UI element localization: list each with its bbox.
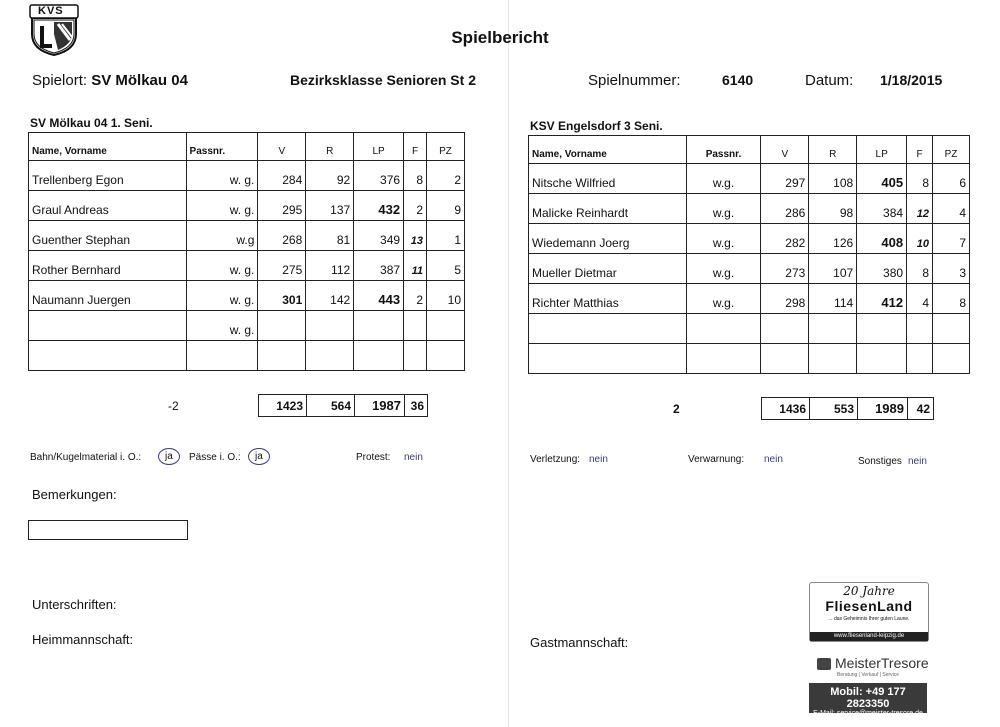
col-r: R (306, 133, 354, 161)
datum-value: 1/18/2015 (880, 72, 943, 88)
league: Bezirksklasse Senioren St 2 (290, 72, 476, 88)
total-lp: 1989 (858, 398, 908, 420)
heimmannschaft-label: Heimmannschaft: (32, 632, 134, 647)
passnr: w.g. (686, 164, 761, 194)
f-value: 8 (907, 254, 933, 284)
f-value (404, 341, 427, 371)
tresor-contact (809, 683, 927, 717)
total-f: 36 (405, 395, 428, 417)
col-name: Name, Vorname (29, 133, 187, 161)
passnr: w. g. (186, 281, 258, 311)
v-value (258, 311, 306, 341)
logo-text: KVS (38, 5, 64, 17)
r-value (306, 341, 354, 371)
total-r: 553 (810, 398, 858, 420)
bahn-label: Bahn/Kugelmaterial i. O.: (30, 452, 142, 463)
total-v: 1436 (762, 398, 810, 420)
verwarnung-value: nein (764, 454, 783, 465)
gastmannschaft-label: Gastmannschaft: (530, 635, 629, 650)
f-value: 10 (907, 224, 933, 254)
fliesen-name: FliesenLand (825, 598, 913, 614)
safe-icon (817, 658, 831, 670)
fliesenland-ad (809, 582, 929, 642)
r-value: 108 (809, 164, 857, 194)
col-f: F (404, 133, 427, 161)
passnr: w.g. (686, 284, 761, 314)
v-value: 301 (258, 281, 306, 311)
player-name: Mueller Dietmar (529, 254, 687, 284)
passnr (186, 341, 258, 371)
f-value: 8 (404, 161, 427, 191)
player-name (29, 311, 187, 341)
f-value (907, 314, 933, 344)
page-title: Spielbericht (451, 28, 549, 47)
fliesen-years: 20 Jahre (843, 584, 895, 598)
lp-value: 432 (354, 191, 404, 221)
spielort-value: SV Mölkau 04 (91, 72, 188, 89)
r-value: 112 (306, 251, 354, 281)
v-value: 282 (761, 224, 809, 254)
home-totals (258, 394, 428, 417)
meistertresore-ad (809, 654, 927, 680)
v-value (258, 341, 306, 371)
lp-value (354, 341, 404, 371)
table-row (529, 254, 970, 284)
tresor-sub: Beratung | Verkauf | Service (837, 672, 900, 678)
passnr: w.g. (686, 224, 761, 254)
f-value: 4 (907, 284, 933, 314)
table-row (529, 194, 970, 224)
sonstiges-label: Sonstiges (858, 456, 902, 467)
v-value: 295 (258, 191, 306, 221)
col-lp: LP (857, 136, 907, 164)
tresor-email: E-Mail: service@meister-tresore.de (813, 710, 923, 717)
passnr: w. g. (186, 161, 258, 191)
bemerkungen-label: Bemerkungen: (32, 487, 117, 502)
table-row (29, 161, 465, 191)
f-value: 8 (907, 164, 933, 194)
bahn-value-text: ja (158, 448, 180, 465)
pz-value (933, 344, 970, 374)
r-value: 137 (306, 191, 354, 221)
sonstiges-value: nein (908, 456, 927, 467)
lp-value: 405 (857, 164, 907, 194)
v-value: 297 (761, 164, 809, 194)
lp-value (857, 314, 907, 344)
player-name: Graul Andreas (29, 191, 187, 221)
pz-value (427, 341, 465, 371)
f-value (404, 311, 427, 341)
table-row (529, 344, 970, 374)
passnr (686, 314, 761, 344)
player-name: Richter Matthias (529, 284, 687, 314)
lp-value: 380 (857, 254, 907, 284)
pz-value: 6 (933, 164, 970, 194)
col-pz: PZ (427, 133, 465, 161)
passnr: w. g. (186, 311, 258, 341)
f-value: 11 (404, 251, 427, 281)
lp-value (354, 311, 404, 341)
pz-value: 3 (933, 254, 970, 284)
player-name: Trellenberg Egon (29, 161, 187, 191)
lp-value: 443 (354, 281, 404, 311)
table-row (529, 314, 970, 344)
spielort (32, 72, 188, 89)
lp-value: 384 (857, 194, 907, 224)
col-pz: PZ (933, 136, 970, 164)
paesse-value-text: ja (248, 448, 270, 465)
guest-table-header (529, 136, 970, 164)
verwarnung-label: Verwarnung: (688, 454, 745, 465)
r-value: 92 (306, 161, 354, 191)
r-value: 126 (809, 224, 857, 254)
v-value (761, 344, 809, 374)
table-row (29, 251, 465, 281)
total-lp: 1987 (355, 395, 405, 417)
lp-value (857, 344, 907, 374)
table-row (529, 284, 970, 314)
passnr: w.g (186, 221, 258, 251)
table-row (29, 311, 465, 341)
col-v: V (761, 136, 809, 164)
spielnummer-label: Spielnummer: (588, 72, 681, 89)
col-passnr: Passnr. (186, 133, 258, 161)
guest-table (528, 135, 970, 374)
r-value (306, 311, 354, 341)
table-row (529, 224, 970, 254)
r-value (809, 344, 857, 374)
player-name: Guenther Stephan (29, 221, 187, 251)
v-value: 275 (258, 251, 306, 281)
total-f: 42 (908, 398, 934, 420)
lp-value: 376 (354, 161, 404, 191)
player-name (529, 344, 687, 374)
spielort-label: Spielort: (32, 72, 88, 89)
lp-value: 408 (857, 224, 907, 254)
protest-value: nein (404, 452, 423, 463)
passnr: w. g. (186, 191, 258, 221)
paesse-value (248, 446, 270, 465)
tresor-name: MeisterTresore (835, 655, 929, 671)
unterschriften-label: Unterschriften: (32, 597, 117, 612)
r-value: 114 (809, 284, 857, 314)
f-value (907, 344, 933, 374)
verletzung-label: Verletzung: (530, 454, 581, 465)
bemerkungen-box (28, 520, 188, 540)
v-value: 268 (258, 221, 306, 251)
r-value: 142 (306, 281, 354, 311)
r-value: 107 (809, 254, 857, 284)
player-name: Nitsche Wilfried (529, 164, 687, 194)
r-value: 81 (306, 221, 354, 251)
passnr: w.g. (686, 194, 761, 224)
guest-diff: 2 (673, 402, 680, 416)
pz-value: 9 (427, 191, 465, 221)
total-r: 564 (307, 395, 355, 417)
col-v: V (258, 133, 306, 161)
v-value: 273 (761, 254, 809, 284)
protest-label: Protest: (356, 452, 391, 463)
home-diff: -2 (168, 399, 179, 413)
pz-value: 7 (933, 224, 970, 254)
pz-value: 4 (933, 194, 970, 224)
player-name: Wiedemann Joerg (529, 224, 687, 254)
col-f: F (907, 136, 933, 164)
col-lp: LP (354, 133, 404, 161)
fliesen-url: www.fliesenland-leipzig.de (810, 632, 928, 641)
guest-totals (761, 397, 934, 420)
bahn-value (158, 446, 180, 465)
pz-value: 8 (933, 284, 970, 314)
home-table-header (29, 133, 465, 161)
guest-team-name: KSV Engelsdorf 3 Seni. (530, 119, 663, 133)
passnr (686, 344, 761, 374)
table-row (29, 341, 465, 371)
home-team-name: SV Mölkau 04 1. Seni. (30, 116, 153, 130)
col-r: R (809, 136, 857, 164)
pz-value: 1 (427, 221, 465, 251)
table-row (29, 221, 465, 251)
home-table (28, 132, 465, 371)
v-value: 298 (761, 284, 809, 314)
table-row (529, 164, 970, 194)
page-fold (508, 0, 509, 727)
lp-value: 387 (354, 251, 404, 281)
v-value: 286 (761, 194, 809, 224)
f-value: 12 (907, 194, 933, 224)
pz-value (933, 314, 970, 344)
player-name (29, 341, 187, 371)
v-value (761, 314, 809, 344)
player-name: Malicke Reinhardt (529, 194, 687, 224)
col-passnr: Passnr. (686, 136, 761, 164)
fliesen-slogan: ... das Geheimnis Ihrer guten Laune. (828, 616, 910, 622)
r-value: 98 (809, 194, 857, 224)
table-row (29, 281, 465, 311)
spielnummer-value: 6140 (722, 72, 754, 88)
passnr: w. g. (186, 251, 258, 281)
pz-value: 5 (427, 251, 465, 281)
pz-value: 2 (427, 161, 465, 191)
player-name: Naumann Juergen (29, 281, 187, 311)
datum-label: Datum: (805, 72, 854, 89)
r-value (809, 314, 857, 344)
paesse-label: Pässe i. O.: (189, 452, 241, 463)
f-value: 13 (404, 221, 427, 251)
tresor-mobil: Mobil: +49 177 2823350 (830, 686, 906, 710)
passnr: w.g. (686, 254, 761, 284)
player-name (529, 314, 687, 344)
f-value: 2 (404, 281, 427, 311)
lp-value: 349 (354, 221, 404, 251)
v-value: 284 (258, 161, 306, 191)
col-name: Name, Vorname (529, 136, 687, 164)
table-row (29, 191, 465, 221)
total-v: 1423 (259, 395, 307, 417)
lp-value: 412 (857, 284, 907, 314)
verletzung-value: nein (589, 454, 608, 465)
f-value: 2 (404, 191, 427, 221)
player-name: Rother Bernhard (29, 251, 187, 281)
pz-value: 10 (427, 281, 465, 311)
pz-value (427, 311, 465, 341)
